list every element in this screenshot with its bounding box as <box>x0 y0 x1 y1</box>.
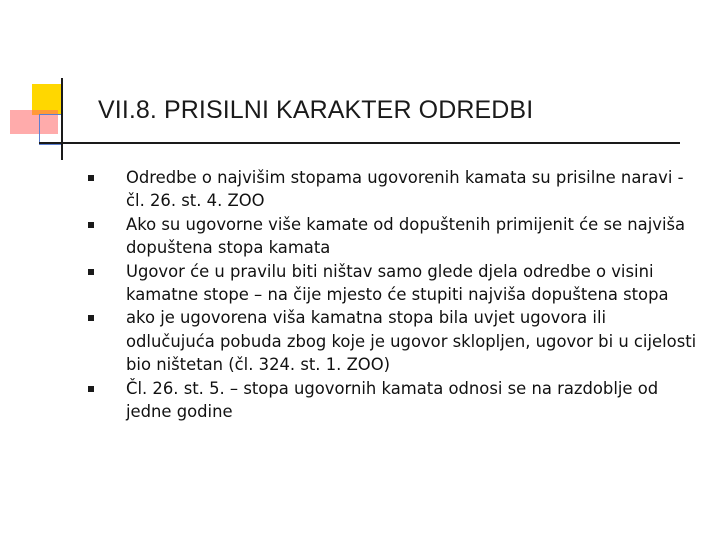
bullet-text: Čl. 26. st. 5. – stopa ugovornih kamata odnosi se na razdoblje od jedne godine <box>126 378 659 422</box>
bullet-text: ako je ugovorena viša kamatna stopa bila uvjet ugovora ili odlučujuća pobuda zbog koje je ugovor sklopljen, ugovor bi u cijelosti bio ništetan (čl. 324. st. 1. ZOO) <box>126 308 697 375</box>
title-underline <box>39 142 680 144</box>
bullet-item <box>88 306 698 376</box>
slide-title: VII.8. PRISILNI KARAKTER ODREDBI <box>98 96 534 124</box>
bullet-item <box>88 260 698 307</box>
bullet-list <box>88 166 698 423</box>
square-bullet-icon <box>88 222 94 228</box>
bullet-item <box>88 213 698 260</box>
square-bullet-icon <box>88 175 94 181</box>
square-bullet-icon <box>88 315 94 321</box>
bullet-text: Ako su ugovorne više kamate od dopuštenih primijenit će se najviša dopuštena stopa kamata <box>126 214 686 258</box>
square-bullet-icon <box>88 269 94 275</box>
bullet-text: Odredbe o najvišim stopama ugovorenih kamata su prisilne naravi - čl. 26. st. 4. ZOO <box>126 168 684 211</box>
decor-blue-outline-square <box>39 114 63 145</box>
square-bullet-icon <box>88 386 94 392</box>
decor-vertical-line <box>61 78 63 160</box>
bullet-item <box>88 377 698 424</box>
bullet-text: Ugovor će u pravilu biti ništav samo glede djela odredbe o visini kamatne stope – na čije mjesto će stupiti najviša dopuštena stopa <box>126 261 669 305</box>
bullet-item <box>88 166 698 213</box>
